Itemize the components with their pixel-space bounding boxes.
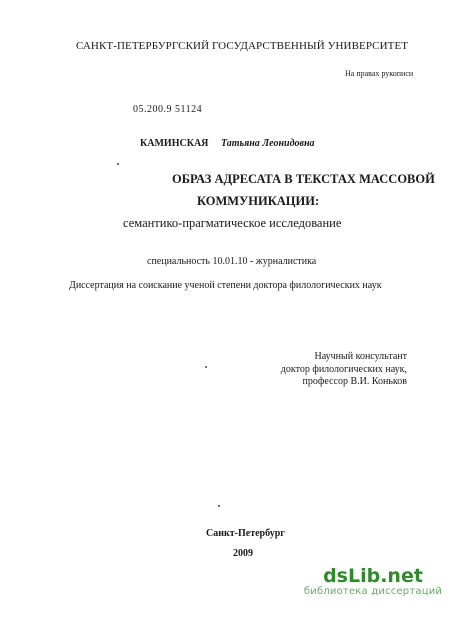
year: 2009 bbox=[233, 548, 253, 559]
consultant-degree: доктор филологических наук, bbox=[280, 363, 407, 375]
consultant-block bbox=[235, 351, 407, 389]
title-subtitle: семантико-прагматическое исследование bbox=[123, 216, 342, 230]
consultant-role: Научный консультант bbox=[314, 351, 407, 362]
document-code-stamp: 05.200.9 51124 bbox=[133, 104, 203, 115]
scan-speck bbox=[117, 163, 119, 165]
watermark-tagline: библиотека диссертаций bbox=[303, 586, 443, 597]
manuscript-note: На правах рукописи bbox=[345, 69, 414, 78]
dissertation-note: Диссертация на соискание ученой степени доктора филологических наук bbox=[69, 280, 382, 291]
author-given-names: Татьяна Леонидовна bbox=[221, 138, 315, 149]
author-surname: КАМИНСКАЯ bbox=[140, 138, 209, 149]
specialty-line: специальность 10.01.10 - журналистика bbox=[147, 256, 317, 267]
watermark-brand: dsLib.net bbox=[323, 565, 423, 587]
title-line-1: ОБРАЗ АДРЕСАТА В ТЕКСТАХ МАССОВОЙ bbox=[172, 172, 435, 186]
city: Санкт-Петербург bbox=[206, 528, 285, 539]
university-name: САНКТ-ПЕТЕРБУРГСКИЙ ГОСУДАРСТВЕННЫЙ УНИВЕРСИТЕТ bbox=[76, 40, 409, 52]
scan-speck bbox=[218, 505, 220, 507]
dslib-watermark bbox=[300, 566, 446, 598]
title-line-2: КОММУНИКАЦИИ: bbox=[197, 194, 320, 208]
scan-speck bbox=[205, 366, 207, 368]
consultant-name: профессор В.И. Коньков bbox=[302, 376, 407, 387]
